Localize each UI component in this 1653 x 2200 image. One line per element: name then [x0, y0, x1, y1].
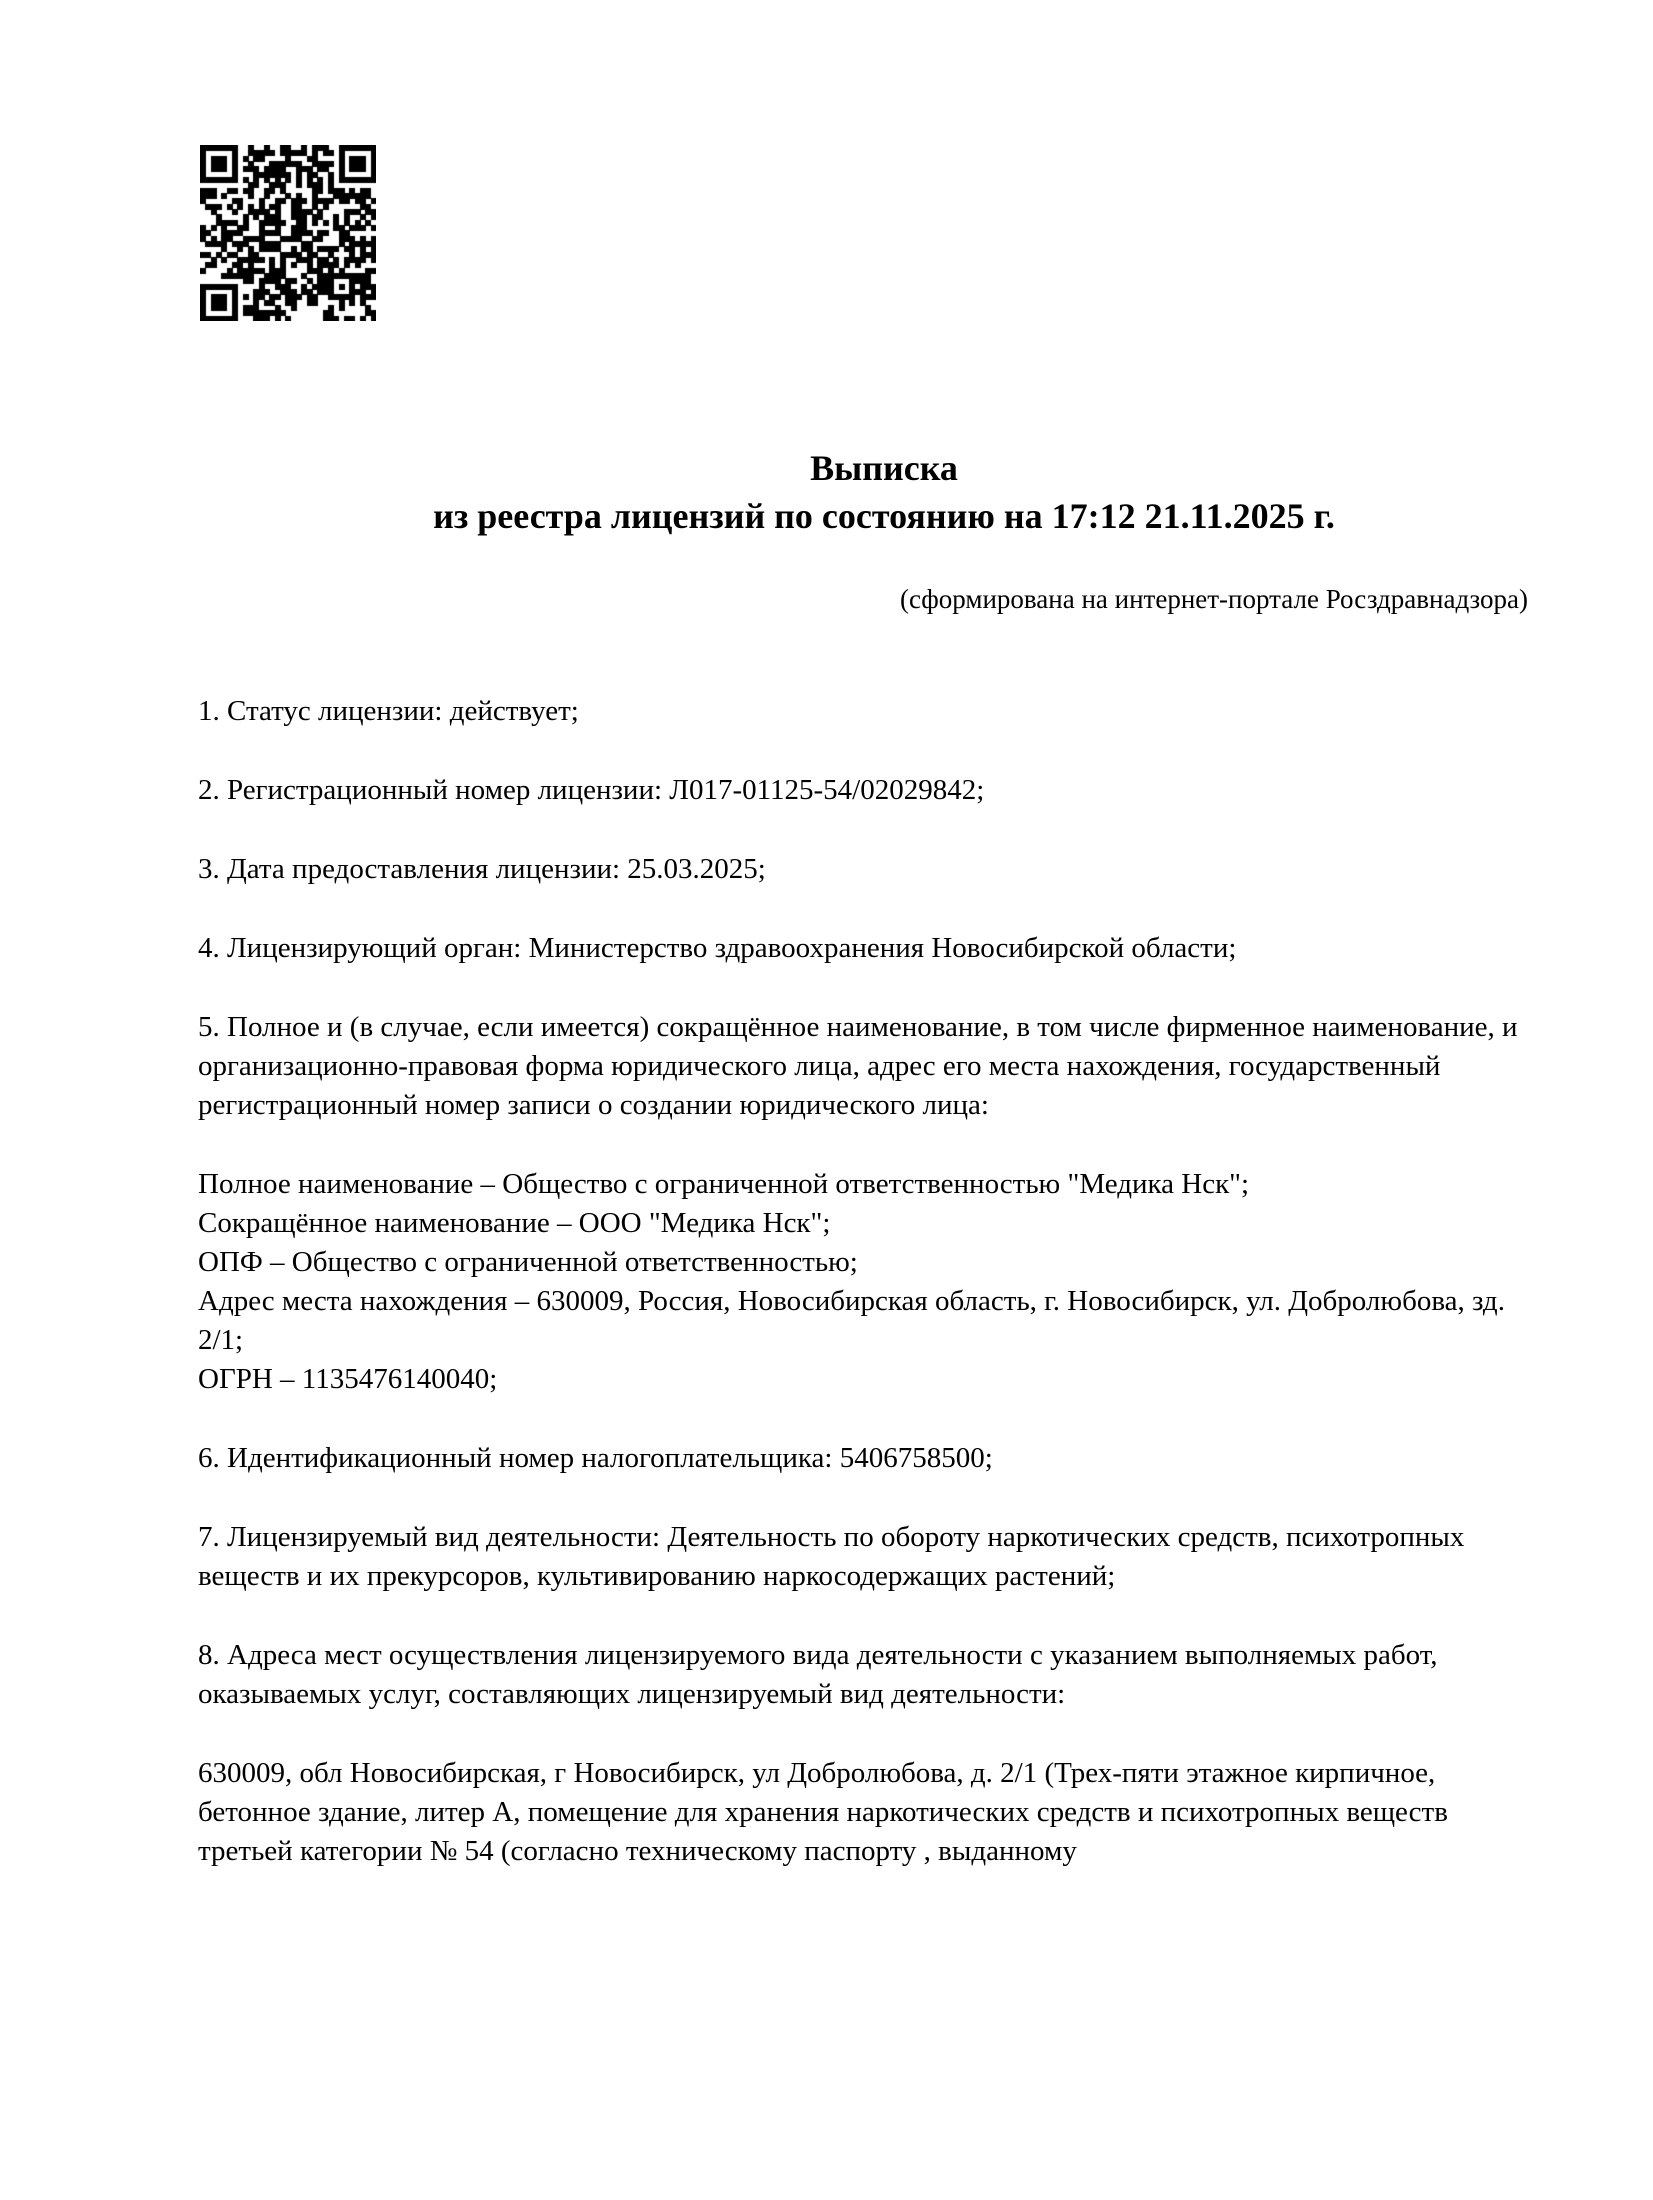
qr-code-icon — [200, 145, 376, 321]
document-line: 4. Лицензирующий орган: Министерство здравоохранения Новосибирской области; — [198, 932, 1237, 964]
paragraph-license-status — [198, 692, 1518, 731]
paragraph-grant-date — [198, 850, 1518, 889]
document-body — [198, 692, 1518, 1871]
document-line: Сокращённое наименование – ООО "Медика Нск"; — [198, 1207, 831, 1239]
paragraph-licensing-authority — [198, 929, 1518, 968]
paragraph-activity-type — [198, 1518, 1518, 1596]
paragraph-org-details — [198, 1165, 1518, 1399]
document-title — [180, 444, 1588, 540]
document-line: 8. Адреса мест осуществления лицензируемого вида деятельности с указанием выполняемых работ, оказываемых услуг, составляющих лицензируемый вид деятельности: — [198, 1639, 1438, 1710]
document-line: 6. Идентификационный номер налогоплательщика: 5406758500; — [198, 1442, 993, 1474]
paragraph-address-details — [198, 1754, 1518, 1871]
document-line: 5. Полное и (в случае, если имеется) сокращённое наименование, в том числе фирменное наименование, и организационно-правовая форма юридического лица, адрес его места нахождения, государственный регистрационный номер записи о создании юридического лица: — [198, 1011, 1518, 1121]
document-line: 3. Дата предоставления лицензии: 25.03.2025; — [198, 853, 766, 885]
paragraph-addresses-heading — [198, 1636, 1518, 1714]
paragraph-org-name-heading — [198, 1008, 1518, 1125]
document-subtitle: (сформирована на интернет-портале Росздравнадзора) — [899, 584, 1528, 614]
document-line: ОГРН – 1135476140040; — [198, 1363, 498, 1395]
document-line: ОПФ – Общество с ограниченной ответственностью; — [198, 1246, 858, 1278]
document-title-line2: из реестра лицензий по состоянию на 17:12 21.11.2025 г. — [433, 496, 1335, 536]
document-line: 1. Статус лицензии: действует; — [198, 695, 579, 727]
document-line: Адрес места нахождения – 630009, Россия, Новосибирская область, г. Новосибирск, ул. Добролюбова, зд. 2/1; — [198, 1285, 1505, 1356]
document-title-line1: Выписка — [810, 448, 958, 488]
document-line: Полное наименование – Общество с ограниченной ответственностью "Медика Нск"; — [198, 1168, 1250, 1200]
document-line: 630009, обл Новосибирская, г Новосибирск, ул Добролюбова, д. 2/1 (Трех-пяти этажное кирпичное, бетонное здание, литер А, помещение для хранения наркотических средств и психотропных веществ третьей категории № 54 (согласно техническому паспорту , выданному — [198, 1757, 1448, 1867]
document-line: 2. Регистрационный номер лицензии: Л017-01125-54/02029842; — [198, 774, 985, 806]
paragraph-inn — [198, 1439, 1518, 1478]
paragraph-registration-number — [198, 771, 1518, 810]
document-line: 7. Лицензируемый вид деятельности: Деятельность по обороту наркотических средств, психотропных веществ и их прекурсоров, культивированию наркосодержащих растений; — [198, 1521, 1465, 1592]
